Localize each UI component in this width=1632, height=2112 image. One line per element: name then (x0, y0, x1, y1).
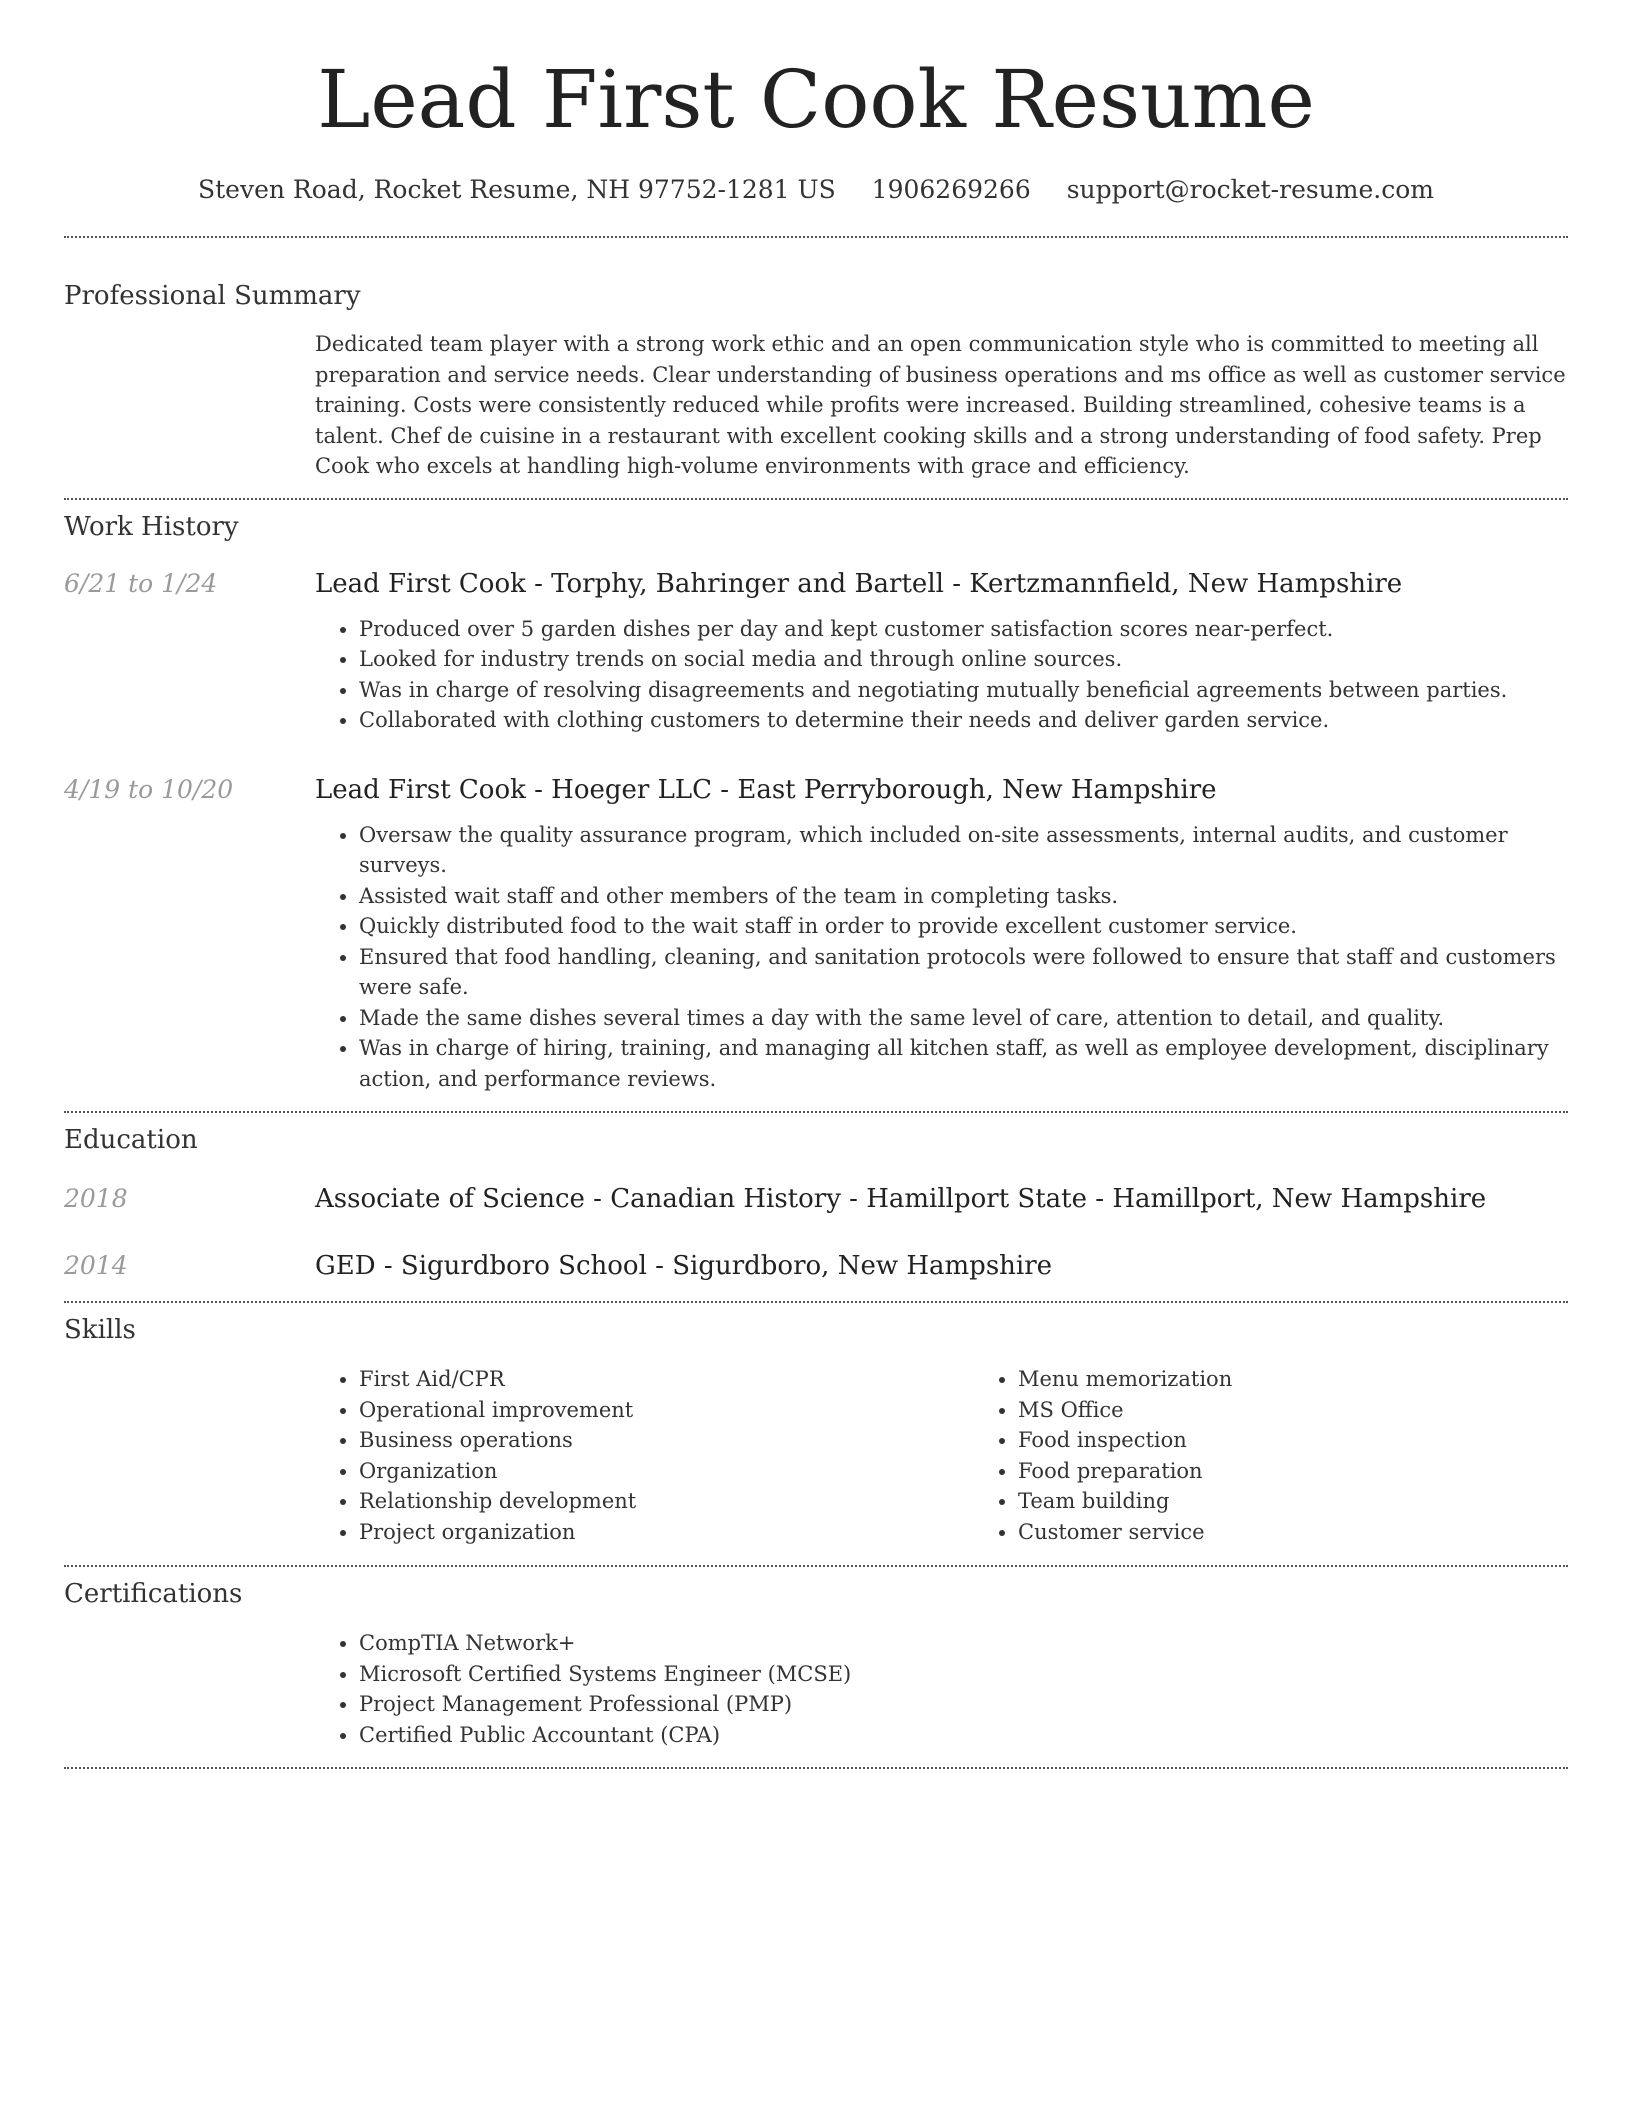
list-item: • Made the same dishes several times a day with the same level of care, attention to detail, and quality. (359, 1003, 1568, 1034)
job-entry (64, 773, 1568, 1095)
list-item: • Certified Public Accountant (CPA) (359, 1720, 1568, 1751)
list-item: • Microsoft Certified Systems Engineer (MCSE) (359, 1659, 1568, 1690)
education-year: 2018 (64, 1184, 128, 1213)
skills-section (64, 1303, 1568, 1547)
list-item: • Was in charge of hiring, training, and managing all kitchen staff, as well as employee development, disciplinary action, and performance reviews. (359, 1033, 1568, 1094)
education-heading: Education (64, 1125, 198, 1155)
job-dates: 6/21 to 1/24 (64, 568, 218, 598)
resume-title: Lead First Cook Resume (317, 53, 1315, 146)
skills-list-left (315, 1364, 974, 1547)
list-item: • Was in charge of resolving disagreements and negotiating mutually beneficial agreements between parties. (359, 675, 1568, 706)
contact-address: Steven Road, Rocket Resume, NH 97752-1281 US (197, 175, 836, 204)
list-item: • Produced over 5 garden dishes per day and kept customer satisfaction scores near-perfect. (359, 614, 1568, 645)
list-item: • Customer service (1018, 1517, 1632, 1548)
list-item: • Project Management Professional (PMP) (359, 1689, 1568, 1720)
job-bullets (315, 820, 1568, 1095)
list-item: • Ensured that food handling, cleaning, and sanitation protocols were followed to ensure that staff and customers were safe. (359, 942, 1568, 1003)
list-item: • MS Office (1018, 1395, 1632, 1426)
list-item: • Menu memorization (1018, 1364, 1632, 1395)
skills-list-right (974, 1364, 1632, 1547)
section-divider (64, 1767, 1568, 1769)
list-item: • Collaborated with clothing customers to determine their needs and deliver garden service. (359, 705, 1568, 736)
list-item: • Project organization (359, 1517, 974, 1548)
education-title: GED - Sigurdboro School - Sigurdboro, New Hampshire (315, 1251, 1053, 1281)
certifications-list (315, 1628, 1568, 1750)
list-item: • Business operations (359, 1425, 974, 1456)
job-entry (64, 567, 1568, 736)
job-bullets (315, 614, 1568, 736)
list-item: • Food inspection (1018, 1425, 1632, 1456)
list-item: • Organization (359, 1456, 974, 1487)
list-item: • Looked for industry trends on social media and through online sources. (359, 644, 1568, 675)
list-item: • Team building (1018, 1486, 1632, 1517)
contact-email[interactable]: support@rocket-resume.com (1066, 175, 1434, 204)
summary-heading: Professional Summary (64, 281, 361, 311)
list-item: • Quickly distributed food to the wait staff in order to provide excellent customer service. (359, 911, 1568, 942)
education-title: Associate of Science - Canadian History - Hamillport State - Hamillport, New Hampshire (315, 1184, 1487, 1214)
job-title: Lead First Cook - Torphy, Bahringer and Bartell - Kertzmannfield, New Hampshire (315, 568, 1403, 599)
certifications-section (64, 1567, 1568, 1750)
summary-text: Dedicated team player with a strong work ethic and an open communication style who is committed to meeting all preparation and service needs. Clear understanding of business operations and ms office as well as customer service training. Costs were consistently reduced while profits were increased. Building streamlined, cohesive teams is a talent. Chef de cuisine in a restaurant with excellent cooking skills and a strong understanding of food safety. Prep Cook who excels at handling high-volume environments with grace and efficiency. (315, 332, 1566, 478)
list-item: • Relationship development (359, 1486, 974, 1517)
work-heading: Work History (64, 511, 239, 542)
job-dates: 4/19 to 10/20 (64, 774, 234, 804)
education-entry (64, 1249, 1568, 1283)
list-item: • Assisted wait staff and other members of the team in completing tasks. (359, 881, 1568, 912)
list-item: • First Aid/CPR (359, 1364, 974, 1395)
work-section (64, 500, 1568, 1095)
summary-section (64, 238, 1568, 482)
list-item: • Operational improvement (359, 1395, 974, 1426)
list-item: • CompTIA Network+ (359, 1628, 1568, 1659)
list-item: • Food preparation (1018, 1456, 1632, 1487)
job-title: Lead First Cook - Hoeger LLC - East Perryborough, New Hampshire (315, 774, 1217, 805)
education-section (64, 1113, 1568, 1283)
skills-heading: Skills (64, 1315, 136, 1345)
education-entry (64, 1182, 1568, 1216)
contact-phone: 1906269266 (871, 175, 1031, 204)
education-year: 2014 (64, 1251, 128, 1280)
certifications-heading: Certifications (64, 1579, 243, 1609)
contact-line (64, 174, 1568, 206)
list-item: • Oversaw the quality assurance program, which included on-site assessments, internal audits, and customer surveys. (359, 820, 1568, 881)
